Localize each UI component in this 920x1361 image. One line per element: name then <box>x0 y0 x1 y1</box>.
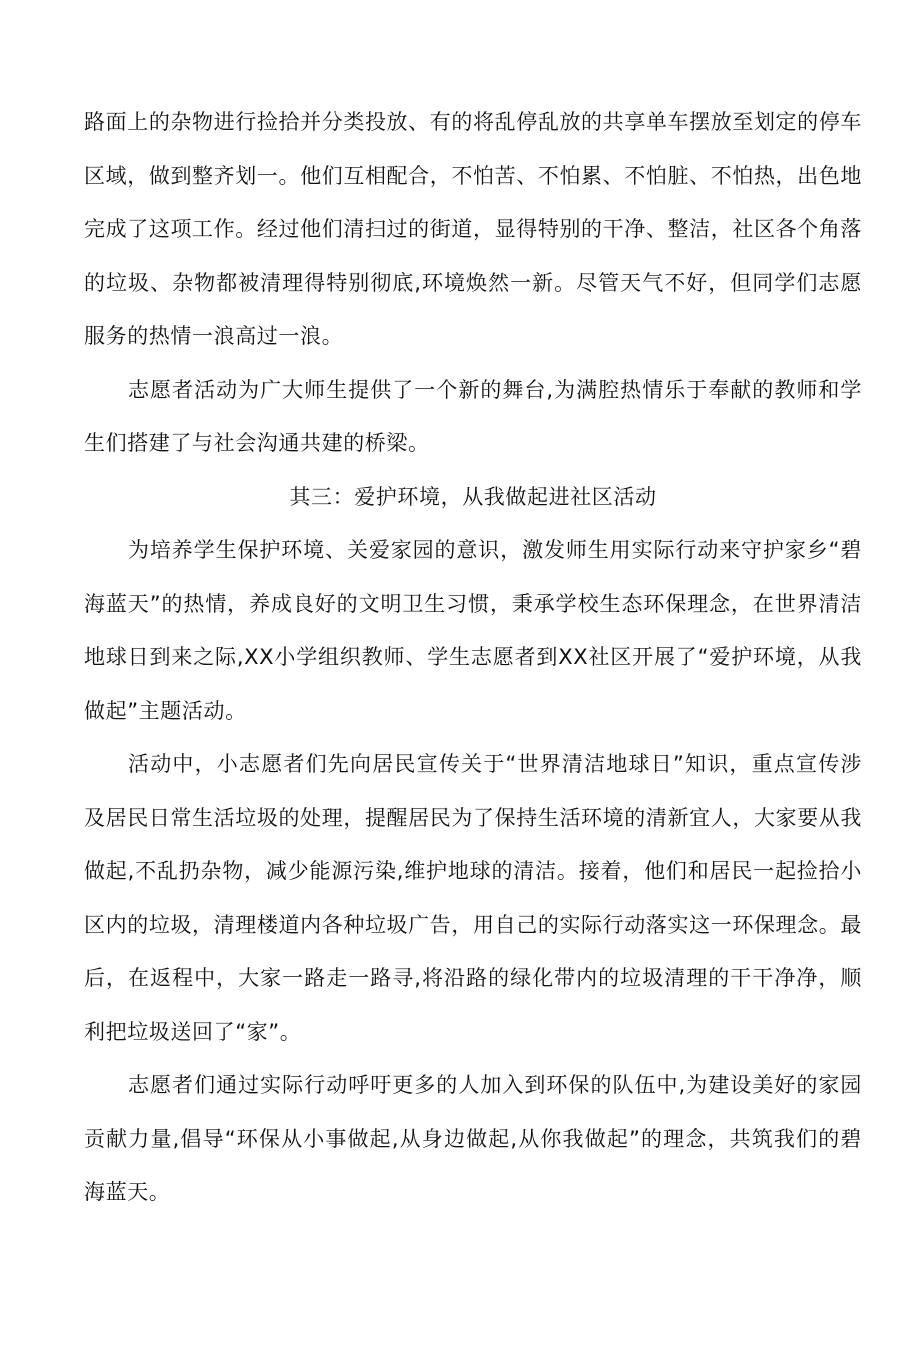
paragraph-volunteer-stage: 志愿者活动为广大师生提供了一个新的舞台,为满腔热情乐于奉献的教师和学生们搭建了与社会沟通共建的桥梁。 <box>84 377 862 455</box>
paragraph-street-cleanup: 路面上的杂物进行捡拾并分类投放、有的将乱停乱放的共享单车摆放至划定的停车区域，做到整齐划一。他们互相配合，不怕苦、不怕累、不怕脏、不怕热，出色地完成了这项工作。经过他们清扫过的街道，显得特别的干净、整洁，社区各个角落的垃圾、杂物都被清理得特别彻底,环境焕然一新。尽管天气不好，但同学们志愿服务的热情一浪高过一浪。 <box>84 110 862 348</box>
section-heading: 其三：爱护环境，从我做起进社区活动 <box>289 484 657 509</box>
document-body <box>84 96 862 1220</box>
paragraph-activity-details: 活动中，小志愿者们先向居民宣传关于“世界清洁地球日”知识，重点宣传涉及居民日常生活垃圾的处理，提醒居民为了保持生活环境的清新宜人，大家要从我做起,不乱扔杂物，减少能源污染,维护地球的清洁。接着，他们和居民一起捡拾小区内的垃圾，清理楼道内各种垃圾广告，用自己的实际行动落实这一环保理念。最后，在返程中，大家一路走一路寻,将沿路的绿化带内的垃圾清理的干干净净，顺利把垃圾送回了“家”。 <box>84 752 862 1044</box>
paragraph-conclusion: 志愿者们通过实际行动呼吁更多的人加入到环保的队伍中,为建设美好的家园贡献力量,倡导“环保从小事做起,从身边做起,从你我做起”的理念，共筑我们的碧海蓝天。 <box>84 1073 862 1204</box>
paragraph-activity-intro: 为培养学生保护环境、关爱家园的意识，激发师生用实际行动来守护家乡“碧海蓝天”的热情，养成良好的文明卫生习惯，秉承学校生态环保理念，在世界清洁地球日到来之际,XX小学组织教师、学生志愿者到XX社区开展了“爱护环境，从我做起”主题活动。 <box>84 538 862 723</box>
